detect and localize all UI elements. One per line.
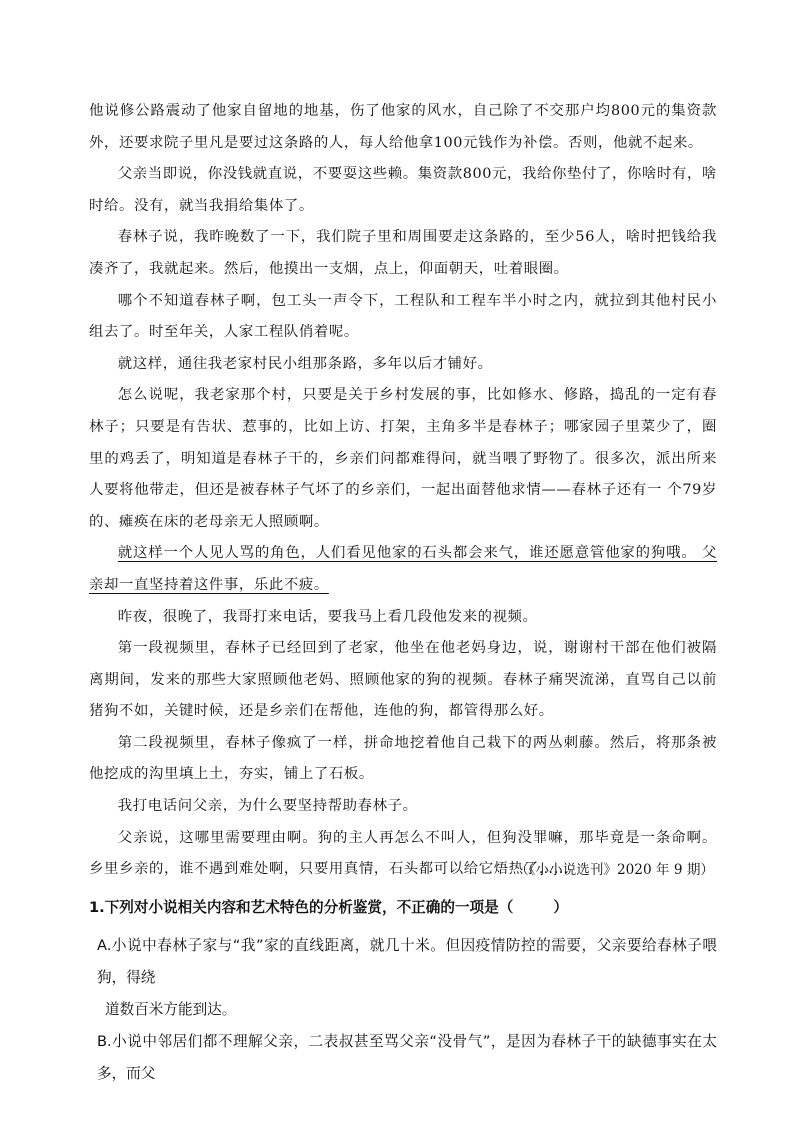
story-paragraph-5: 就这样，通往我老家村民小组那条路，多年以后才铺好。 [117,355,493,372]
question-stem-text: 1.下列对小说相关内容和艺术特色的分析鉴赏，不正确的一项是（ [89,899,514,916]
story-paragraph-8: 昨夜，很晚了，我哥打来电话，要我马上看几段他发来的视频。 [117,608,538,625]
option-a-line1: A.小说中春林子家与“我”家的直线距离，就几十米。但因疫情防控的需要，父亲要给春林子喂狗，得绕 [97,937,717,986]
question-stem [89,896,717,920]
story-paragraph-4: 哪个不知道春林子啊，包工头一声令下，工程队和工程车半小时之内，就拉到其他村民小组去了。时至年关，人家工程队俏着呢。 [89,292,717,341]
underlined-sentence: 就这样一个人见人骂的角色，人们看见他家的石头都会来气，谁还愿意管他家的狗哦。 父亲却一直坚持着这件事，乐此不疲。 [89,545,717,593]
option-b-line1: B.小说中邻居们都不理解父亲，二表叔甚至骂父亲“没骨气”，是因为春林子干的缺德事实在太多，而父 [97,1033,717,1082]
question-1 [89,896,717,1090]
question-stem-close: ） [553,899,568,916]
story-paragraph-10: 第二段视频里，春林子像疯了一样，拼命地挖着他自己栽下的两丛刺藤。然后，将那条被他挖成的沟里填上土，夯实，铺上了石板。 [89,734,717,783]
story-paragraph-2: 父亲当即说，你没钱就直说，不要耍这些赖。集资款800元，我给你垫付了，你啥时有，啥时给。没有，就当我捐给集体了。 [89,166,717,214]
option-b[interactable] [89,1026,717,1090]
option-a-line2: 道数百米方能到达。 [105,1001,237,1018]
story-paragraph-1: 他说修公路震动了他家自留地的地基，伤了他家的风水，自己除了不交那户均800元的集资款外，还要求院子里凡是要过这条路的人，每人给他拿100元钱作为补偿。否则，他就不起来。 [89,103,717,151]
story-paragraph-9: 第一段视频里，春林子已经回到了老家，他坐在他老妈身边，说，谢谢村干部在他们被隔离期间，发来的那些大家照顾他老妈、照顾他家的狗的视频。春林子痛哭流涕，直骂自己以前猪狗不如，关键时候，还是乡亲们在帮他，连他的狗，都管得那么好。 [89,640,717,720]
story-text [89,96,717,886]
story-paragraph-12: 父亲说，这哪里需要理由啊。狗的主人再怎么不叫人，但狗没罪嘛，那毕竟是一条命啊。乡里乡亲的，谁不遇到难处啊，只要用真情，石头都可以给它焐热了…… [89,829,717,878]
option-a[interactable] [89,930,717,1026]
story-paragraph-11: 我打电话问父亲，为什么要坚持帮助春林子。 [117,798,418,815]
story-paragraph-7 [89,538,717,601]
story-source: （《小小说选刊》2020 年 9 期） [515,862,714,878]
story-paragraph-6: 怎么说呢，我老家那个村，只要是关于乡村发展的事，比如修水、修路，捣乱的一定有春林子；只要是有告状、惹事的，比如上访、打架，主角多半是春林子；哪家园子里菜少了，圈里的鸡丢了，明知道是春林子干的，乡亲们问都难得问，就当喂了野物了。很多次，派出所来人要将他带走，但还是被春林子气坏了的乡亲们，一起出面替他求情——春林子还有一 个79岁的、瘫痪在床的老母亲无人照顾啊。 [89,387,717,530]
story-paragraph-3: 春林子说，我昨晚数了一下，我们院子里和周围要走这条路的，至少56人，啥时把钱给我凑齐了，我就起来。然后，他摸出一支烟，点上，仰面朝天，吐着眼圈。 [89,229,717,277]
